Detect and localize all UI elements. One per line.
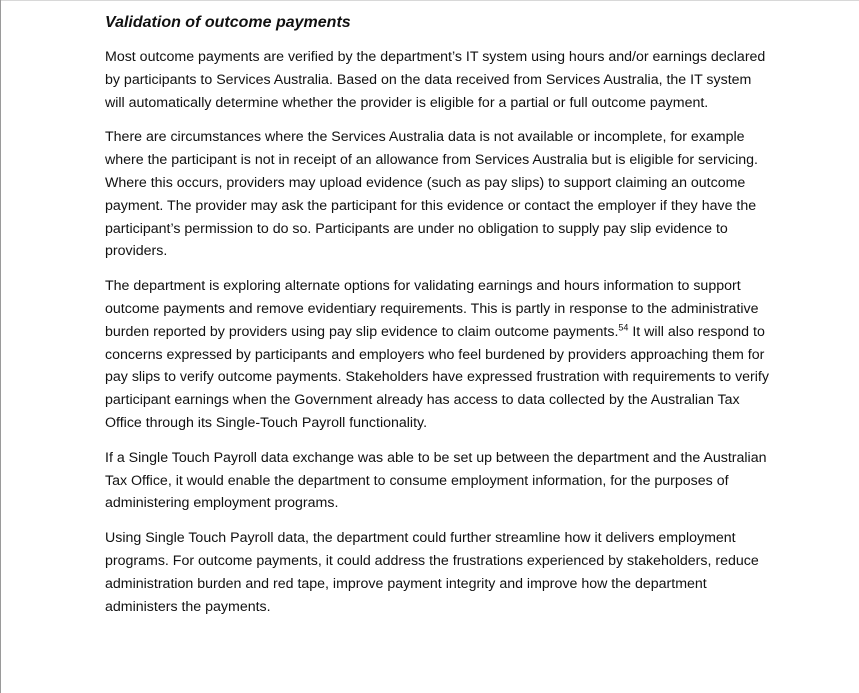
page-top-edge [0,0,859,1]
paragraph-3-text-before-footnote: The department is exploring alternate options for validating earnings and hours information to support outcome payments and remove evidentiary requirements. This is partly in response to the administrative burden reported by providers using pay slip evidence to claim outcome payments. [105,278,759,340]
paragraph-5: Using Single Touch Payroll data, the department could further streamline how it delivers employment programs. For outcome payments, it could address the frustrations experienced by stakeholders, reduce administration burden and red tape, improve payment integrity and improve how the department administers the payments. [105,530,759,615]
document-page [105,12,773,630]
page-left-edge [0,0,1,693]
paragraph-4: If a Single Touch Payroll data exchange was able to be set up between the department and the Australian Tax Office, it would enable the department to consume employment information, for the purposes of administering employment programs. [105,449,767,512]
paragraph-2: There are circumstances where the Services Australia data is not available or incomplete, for example where the participant is not in receipt of an allowance from Services Australia but is eligible for servicing. Where this occurs, providers may upload evidence (such as pay slips) to support claiming an outcome payment. The provider may ask the participant for this evidence or contact the employer if they have the participant’s permission to do so. Participants are under no obligation to supply pay slip evidence to providers. [105,129,758,260]
paragraph-3-text-after-footnote: It will also respond to concerns expressed by participants and employers who feel burdened by providers approaching them for pay slips to verify outcome payments. Stakeholders have expressed frustration with requirements to verify participant earnings when the Government already has access to data collected by the Australian Tax Office through its Single-Touch Payroll functionality. [105,323,769,431]
paragraph-3 [105,275,773,435]
section-heading: Validation of outcome payments [105,14,351,31]
paragraph-1: Most outcome payments are verified by the department’s IT system using hours and/or earnings declared by participants to Services Australia. Based on the data received from Services Australia, the IT system will automatically determine whether the provider is eligible for a partial or full outcome payment. [105,49,766,111]
footnote-reference[interactable]: 54 [618,322,629,333]
